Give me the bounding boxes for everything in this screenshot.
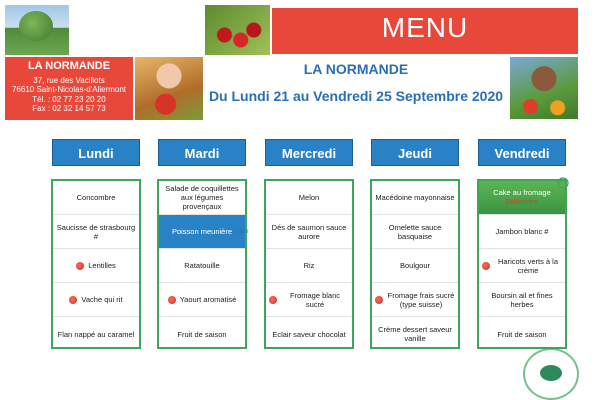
subtitle-name: LA NORMANDE (303, 61, 409, 77)
menu-item-subtext: Bellechère (505, 199, 539, 206)
phone-line: Tél. : 02 77 23 20 20 (32, 95, 106, 104)
day-header-0: Lundi (52, 139, 140, 166)
week-dates: Du Lundi 21 au Vendredi 25 Septembre 2020 (208, 88, 504, 104)
day-column (157, 179, 247, 349)
menu-item-text: Flan nappé au caramel (57, 329, 135, 339)
menu-item (159, 283, 245, 317)
menu-item (372, 215, 458, 249)
organic-icon (69, 296, 77, 304)
menu-item-text: Jambon blanc # (495, 227, 549, 236)
label-badge: Label (235, 229, 248, 235)
menu-item-text: Yaourt aromatisé (179, 295, 237, 304)
menu-item-text: Boulgour (399, 261, 431, 270)
menu-item (53, 181, 139, 215)
restaurant-name: LA NORMANDE (27, 60, 111, 72)
menu-item-text: Riz (303, 261, 315, 270)
menu-item-text: Macédoine mayonnaise (375, 193, 455, 202)
day-column (370, 179, 460, 349)
menu-item (53, 215, 139, 249)
boy-eating-photo (510, 57, 578, 119)
girl-eating-photo (135, 57, 203, 120)
organic-icon (482, 262, 490, 270)
menu-item-text: Haricots verts à la crème (497, 256, 559, 275)
menu-item (159, 317, 245, 351)
menu-item (159, 181, 245, 215)
menu-item (53, 283, 139, 317)
menu-item (372, 317, 458, 351)
menu-item-text: Salade de coquillettes aux légumes provençaux (165, 184, 239, 211)
menu-item-text: Fromage blanc sucré (289, 290, 341, 309)
menu-item (266, 181, 352, 215)
menu-item-text: Dés de saumon sauce aurore (271, 222, 347, 241)
organic-icon (375, 296, 383, 304)
menu-item-text: Melon (298, 193, 320, 202)
menu-item (372, 283, 458, 317)
menu-item (479, 283, 565, 317)
menu-item (53, 317, 139, 351)
menu-item-text: Ratatouille (184, 261, 220, 270)
organic-icon (168, 296, 176, 304)
menu-item-text: Vache qui rit (81, 295, 123, 304)
day-column (477, 179, 567, 349)
menu-item-text: Cake au fromage (493, 188, 551, 197)
leaf-logo-icon (553, 176, 573, 190)
day-header-3: Jeudi (371, 139, 459, 166)
menu-item-text: Crème dessert saveur vanille (378, 325, 452, 343)
address-line: 76610 Saint-Nicolas-d'Aliermont (11, 85, 127, 94)
day-header-4: Vendredi (478, 139, 566, 166)
organic-icon (76, 262, 84, 270)
menu-item-text: Fromage frais sucré (type suisse) (387, 290, 455, 309)
menu-item-text: Boursin ail et fines herbes (491, 290, 553, 309)
menu-item (372, 249, 458, 283)
menu-item (53, 249, 139, 283)
tree-photo (5, 5, 69, 55)
fax-line: Fax : 02 32 14 57 73 (32, 104, 106, 113)
menu-item (159, 249, 245, 283)
menu-item (479, 215, 565, 249)
menu-item (372, 181, 458, 215)
day-column (51, 179, 141, 349)
menu-item (479, 249, 565, 283)
menu-item-text: Omelette sauce basquaise (388, 222, 442, 241)
menu-item (266, 317, 352, 351)
stamp-logo-inner-icon (540, 365, 562, 381)
menu-item-text: Fruit de saison (497, 329, 547, 339)
menu-item-text: Saucisse de strasbourg # (56, 222, 136, 241)
day-header-2: Mercredi (265, 139, 353, 166)
menu-item-text: Fruit de saison (177, 329, 227, 339)
menu-item (266, 215, 352, 249)
menu-item-text: Eclair saveur chocolat (272, 329, 346, 339)
organic-icon (269, 296, 277, 304)
menu-item (479, 317, 565, 351)
menu-item (266, 249, 352, 283)
cherries-photo (205, 5, 270, 55)
menu-item-text: Poisson meunière (171, 227, 233, 236)
menu-item (266, 283, 352, 317)
menu-item-text: Concombre (76, 193, 116, 202)
menu-item (159, 215, 248, 249)
menu-title: MENU (381, 12, 469, 43)
day-column (264, 179, 354, 349)
menu-item-text: Lentilles (88, 261, 116, 270)
address-line: 37, rue des Vacillots (33, 76, 105, 85)
day-header-1: Mardi (158, 139, 246, 166)
